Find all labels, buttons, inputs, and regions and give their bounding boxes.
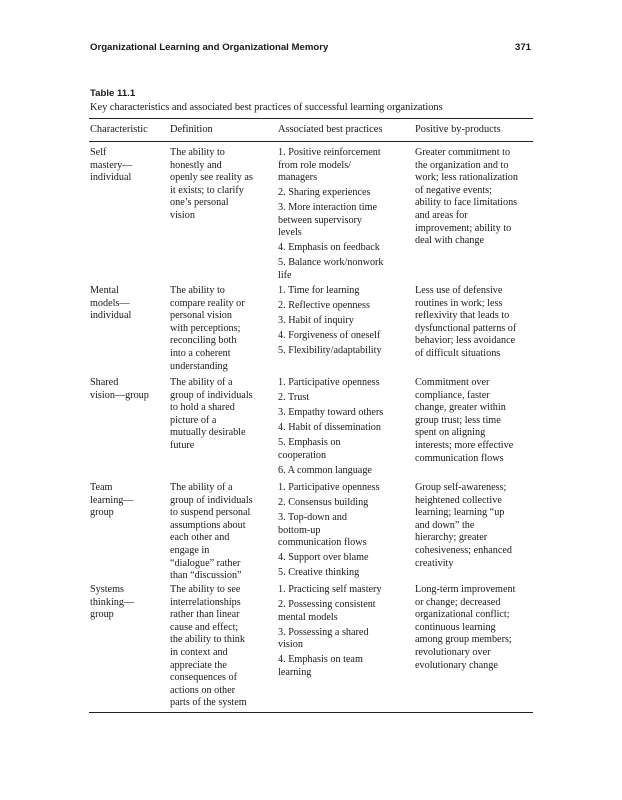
practice-item	[278, 584, 406, 597]
practice-item	[278, 300, 406, 313]
cell-line: or change; decreased	[415, 596, 501, 608]
cell-line: mastery—	[90, 159, 133, 171]
cell-line: understanding	[170, 360, 228, 372]
cell-line: 3. Habit of inquiry	[278, 314, 354, 326]
cell-line: reconciling both	[170, 335, 237, 347]
cell-line: 4. Support over blame	[278, 552, 369, 564]
cell-line: 2. Reflective openness	[278, 299, 370, 311]
cell-line: evolutionary change	[415, 659, 498, 671]
cell-line: managers	[278, 172, 318, 184]
cell-line: spent on aligning	[415, 427, 486, 439]
page-number: 371	[514, 42, 531, 53]
cell-line: group trust; less time	[415, 414, 501, 426]
running-header	[90, 42, 531, 53]
cell-line: learning; learning “up	[415, 507, 505, 519]
cell-line: into a coherent	[170, 347, 231, 359]
cell-line: Team	[90, 482, 113, 493]
practice-item	[278, 512, 406, 550]
cell-line: it exists; to clarify	[170, 184, 244, 196]
table-cell-characteristic	[90, 584, 164, 622]
practice-item	[278, 315, 406, 328]
practice-item	[278, 257, 406, 282]
cell-line: group of individuals	[170, 389, 253, 401]
column-header-byproducts: Positive by-products	[415, 124, 501, 135]
table-cell-characteristic	[90, 482, 164, 520]
practice-item	[278, 187, 406, 200]
table-cell-byproducts	[415, 377, 537, 465]
practice-item	[278, 377, 406, 390]
practice-item	[278, 147, 406, 185]
practice-item	[278, 422, 406, 435]
cell-line: creativity	[415, 557, 454, 569]
cell-line: interrelationships	[170, 596, 241, 608]
cell-line: 2. Consensus building	[278, 496, 369, 508]
table-cell-definition	[170, 482, 270, 583]
cell-line: improvement; ability to	[415, 222, 512, 234]
cell-line: 2. Sharing experiences	[278, 187, 371, 199]
cell-line: behavior; less avoidance	[415, 335, 516, 347]
cell-line: thinking—	[90, 596, 135, 608]
cell-line: The ability to	[170, 147, 225, 158]
cell-line: 1. Positive reinforcement	[278, 147, 381, 158]
cell-line: deal with change	[415, 235, 485, 247]
table-header-rule	[89, 141, 533, 142]
cell-line: 2. Trust	[278, 391, 310, 403]
cell-line: vision—group	[90, 389, 149, 401]
cell-line: from role models/	[278, 159, 351, 171]
cell-line: 5. Emphasis on	[278, 436, 341, 448]
cell-line: interests; more effective	[415, 439, 514, 451]
table-cell-practices	[278, 377, 406, 477]
cell-line: the organization and to	[415, 159, 509, 171]
practice-item	[278, 407, 406, 420]
table-cell-practices	[278, 482, 406, 580]
cell-line: organizational conflict;	[415, 609, 510, 621]
cell-line: Mental	[90, 285, 119, 296]
cell-line: Systems	[90, 584, 124, 595]
table-caption: Key characteristics and associated best practices of successful learning organizations	[90, 102, 443, 113]
practice-item	[278, 392, 406, 405]
cell-line: 3. Top-down and	[278, 511, 347, 523]
table-cell-definition	[170, 285, 270, 373]
cell-line: 5. Creative thinking	[278, 567, 360, 579]
cell-line: 2. Possessing consistent	[278, 598, 376, 610]
cell-line: than “discussion”	[170, 570, 242, 582]
cell-line: 1. Practicing self mastery	[278, 584, 382, 595]
cell-line: consequences of	[170, 672, 238, 684]
column-header-practices: Associated best practices	[278, 124, 383, 135]
cell-line: future	[170, 439, 195, 451]
practice-item	[278, 242, 406, 255]
practice-item	[278, 437, 406, 462]
cell-line: dysfunctional patterns of	[415, 322, 517, 334]
cell-line: 3. More interaction time	[278, 202, 378, 214]
cell-line: individual	[90, 310, 132, 322]
cell-line: compare reality or	[170, 297, 245, 309]
cell-line: 4. Forgiveness of oneself	[278, 329, 381, 341]
cell-line: to hold a shared	[170, 402, 235, 414]
table-cell-byproducts	[415, 147, 537, 248]
cell-line: change, greater within	[415, 402, 506, 414]
practice-item	[278, 497, 406, 510]
cell-line: Commitment over	[415, 377, 490, 388]
table-cell-byproducts	[415, 285, 537, 361]
cell-line: continuous learning	[415, 621, 496, 633]
cell-line: picture of a	[170, 414, 217, 426]
practice-item	[278, 202, 406, 240]
cell-line: levels	[278, 227, 302, 239]
cell-line: 3. Possessing a shared	[278, 626, 369, 638]
cell-line: 1. Participative openness	[278, 377, 380, 388]
cell-line: “dialogue” rather	[170, 557, 241, 569]
table-cell-byproducts	[415, 482, 537, 570]
cell-line: mutually desirable	[170, 427, 246, 439]
cell-line: of difficult situations	[415, 347, 501, 359]
cell-line: The ability to see	[170, 584, 241, 595]
practice-item	[278, 567, 406, 580]
cell-line: 1. Time for learning	[278, 285, 360, 296]
table-top-rule	[89, 118, 533, 119]
cell-line: 5. Balance work/nonwork	[278, 257, 384, 269]
cell-line: honestly and	[170, 159, 222, 171]
practice-item	[278, 285, 406, 298]
cell-line: life	[278, 269, 292, 281]
practice-item	[278, 330, 406, 343]
cell-line: with perceptions;	[170, 322, 241, 334]
cell-line: ability to face limitations	[415, 197, 518, 209]
table-cell-definition	[170, 147, 270, 223]
cell-line: Long-term improvement	[415, 584, 516, 595]
table-cell-definition	[170, 377, 270, 453]
cell-line: openly see reality as	[170, 172, 253, 184]
cell-line: between supervisory	[278, 214, 363, 226]
cell-line: individual	[90, 172, 132, 184]
cell-line: to suspend personal	[170, 507, 251, 519]
cell-line: 4. Habit of dissemination	[278, 421, 381, 433]
practice-item	[278, 345, 406, 358]
practice-item	[278, 654, 406, 679]
cell-line: and areas for	[415, 209, 468, 221]
cell-line: 4. Emphasis on feedback	[278, 242, 380, 254]
table-cell-definition	[170, 584, 270, 710]
column-header-characteristic: Characteristic	[90, 124, 148, 135]
cell-line: and down” the	[415, 519, 475, 531]
cell-line: personal vision	[170, 310, 232, 322]
practice-item	[278, 465, 406, 478]
cell-line: The ability of a	[170, 377, 233, 388]
cell-line: Less use of defensive	[415, 285, 503, 296]
cell-line: engage in	[170, 544, 210, 556]
cell-line: compliance, faster	[415, 389, 490, 401]
running-header-title: Organizational Learning and Organizational Memory	[90, 42, 329, 53]
table-cell-practices	[278, 147, 406, 283]
table-cell-characteristic	[90, 285, 164, 323]
cell-line: vision	[170, 209, 195, 221]
cell-line: communication flows	[415, 452, 504, 464]
cell-line: communication flows	[278, 537, 367, 549]
cell-line: mental models	[278, 611, 338, 623]
cell-line: each other and	[170, 532, 230, 544]
cell-line: cause and effect;	[170, 621, 239, 633]
cell-line: Greater commitment to	[415, 147, 511, 158]
practice-item	[278, 627, 406, 652]
cell-line: cooperation	[278, 449, 327, 461]
table-cell-characteristic	[90, 377, 164, 402]
cell-line: 1. Participative openness	[278, 482, 380, 493]
cell-line: of negative events;	[415, 184, 492, 196]
practice-item	[278, 552, 406, 565]
table-cell-practices	[278, 285, 406, 358]
cell-line: in context and	[170, 646, 228, 658]
cell-line: 6. A common language	[278, 464, 372, 476]
table-cell-byproducts	[415, 584, 537, 672]
cell-line: revolutionary over	[415, 646, 491, 658]
cell-line: work; less rationalization	[415, 172, 518, 184]
cell-line: rather than linear	[170, 609, 240, 621]
cell-line: cohesiveness; enhanced	[415, 544, 513, 556]
cell-line: among group members;	[415, 634, 512, 646]
practice-item	[278, 599, 406, 624]
cell-line: bottom-up	[278, 524, 321, 536]
cell-line: appreciate the	[170, 659, 227, 671]
table-cell-characteristic	[90, 147, 164, 185]
cell-line: group	[90, 507, 114, 519]
cell-line: 4. Emphasis on team	[278, 654, 363, 666]
table-number: Table 11.1	[90, 88, 136, 99]
cell-line: The ability to	[170, 285, 225, 296]
cell-line: Shared	[90, 377, 119, 388]
cell-line: Group self-awareness;	[415, 482, 507, 493]
cell-line: models—	[90, 297, 130, 309]
cell-line: routines in work; less	[415, 297, 503, 309]
cell-line: reflexivity that leads to	[415, 310, 510, 322]
cell-line: 5. Flexibility/adaptability	[278, 344, 382, 356]
cell-line: learning—	[90, 494, 134, 506]
cell-line: learning	[278, 666, 312, 678]
table-cell-practices	[278, 584, 406, 679]
cell-line: 3. Empathy toward others	[278, 406, 384, 418]
cell-line: the ability to think	[170, 634, 245, 646]
cell-line: vision	[278, 639, 303, 651]
practice-item	[278, 482, 406, 495]
table-bottom-rule	[89, 712, 533, 713]
cell-line: heightened collective	[415, 494, 502, 506]
cell-line: parts of the system	[170, 697, 247, 709]
cell-line: assumptions about	[170, 519, 246, 531]
cell-line: group of individuals	[170, 494, 253, 506]
cell-line: group	[90, 609, 114, 621]
cell-line: The ability of a	[170, 482, 233, 493]
column-header-definition: Definition	[170, 124, 213, 135]
cell-line: Self	[90, 147, 107, 158]
cell-line: hierarchy; greater	[415, 532, 488, 544]
cell-line: one’s personal	[170, 197, 229, 209]
cell-line: actions on other	[170, 684, 236, 696]
